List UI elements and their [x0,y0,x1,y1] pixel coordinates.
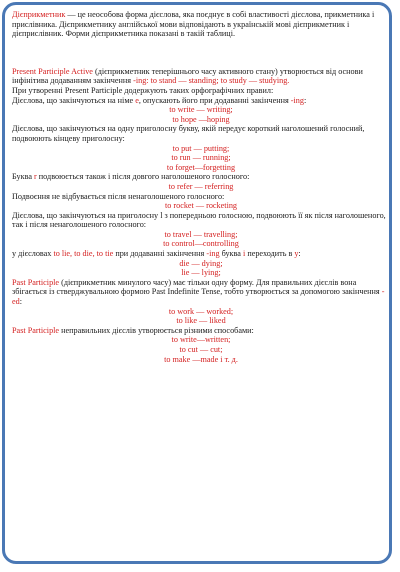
rule-ie-text: у дієсловах to lie, to die, to tie при додаванні закінчення -ing буква і переходить в у: [12,249,301,259]
rule-double-text: Дієслова, що закінчуються на одну приголосну букву, якій передує короткий наголошений голосний, подвоюють кінцеву приголосну: [12,124,365,143]
irregular-example-2: to cut — cut; [179,345,223,354]
irregular-example-1: to write—written; [171,335,231,345]
rule-e-example-1: to write — writing; [169,105,233,115]
spacer [12,39,390,67]
rule-l-text: Дієслова, що закінчуються на приголосну l з попередньою голосною, подвоюють її як після наголошеного, так і після ненаголошеного голосного: [12,210,386,230]
document-body [12,10,390,364]
irregular-term: Past Participle [12,325,60,335]
rule-e-text: Дієслова, що закінчуються на німе е, опускають його при додаванні закінчення -ing: [12,95,307,105]
rule-r-text: Буква r подвоюється також і після довгого наголошеного голосного: [12,172,250,182]
past-paragraph: Past Participle (дієприкметник минулого часу) має тільки одну форму. Для правильних дієслів вона збігається із стверджувальною формою Past Indefinite Tense, тобто утворюється за допомогою закінчення -ed: [12,277,385,307]
rule-double-example-1: to put — putting; [172,143,230,153]
rule-ie-example-1: die — dying; [179,258,223,268]
past-example-2: to like — liked [176,316,226,326]
rule-l-example-2: to control—controlling [163,239,239,249]
rules-title: При утворенні Present Participle додержують таких орфографічних правил: [12,85,274,95]
present-ing: -ing [133,76,147,86]
present-paragraph [12,67,390,86]
rule-double-example-2: to run — running; [171,153,231,163]
past-term: Past Participle [12,277,60,287]
irregular-example-3: to make —made і т. д. [164,354,238,364]
rule-double-example-3: to forget—forgetting [166,162,236,172]
present-text: (дієприкметник теперішнього часу активного стану) утворюється від основи інфінітива додаванням закінчення [12,66,363,86]
present-term: Present Participle Active [12,66,93,76]
past-example-1: to work — worked; [168,306,234,316]
rule-l-example-1: to travel — travelling; [164,229,238,239]
rule-ie-example-2: lie — lying; [181,268,221,278]
intro-paragraph [12,10,390,39]
intro-text: — це неособова форма дієслова, яка поєднує в собі властивості дієслова, прикметника і прислівника. Дієприкметнику англійської мови відповідають в українській мові дієприкметник і дієприслівник. Форми дієприкметника показані в такій таблиці. [12,10,375,39]
rule-no-double-example-1: to rocket — rocketing [164,201,238,211]
present-examples: : to stand — standing; to study — studying. [146,76,290,86]
rule-e-example-2: to hope —hoping [172,114,230,124]
irregular-paragraph: Past Participle неправильних дієслів утворюється різними способами: [12,325,254,335]
rule-r-example-1: to refer — referring [168,181,234,191]
intro-term: Дієприкметник [12,10,66,19]
rule-no-double-text: Подвоєння не відбувається після ненаголошеного голосного: [12,191,225,201]
